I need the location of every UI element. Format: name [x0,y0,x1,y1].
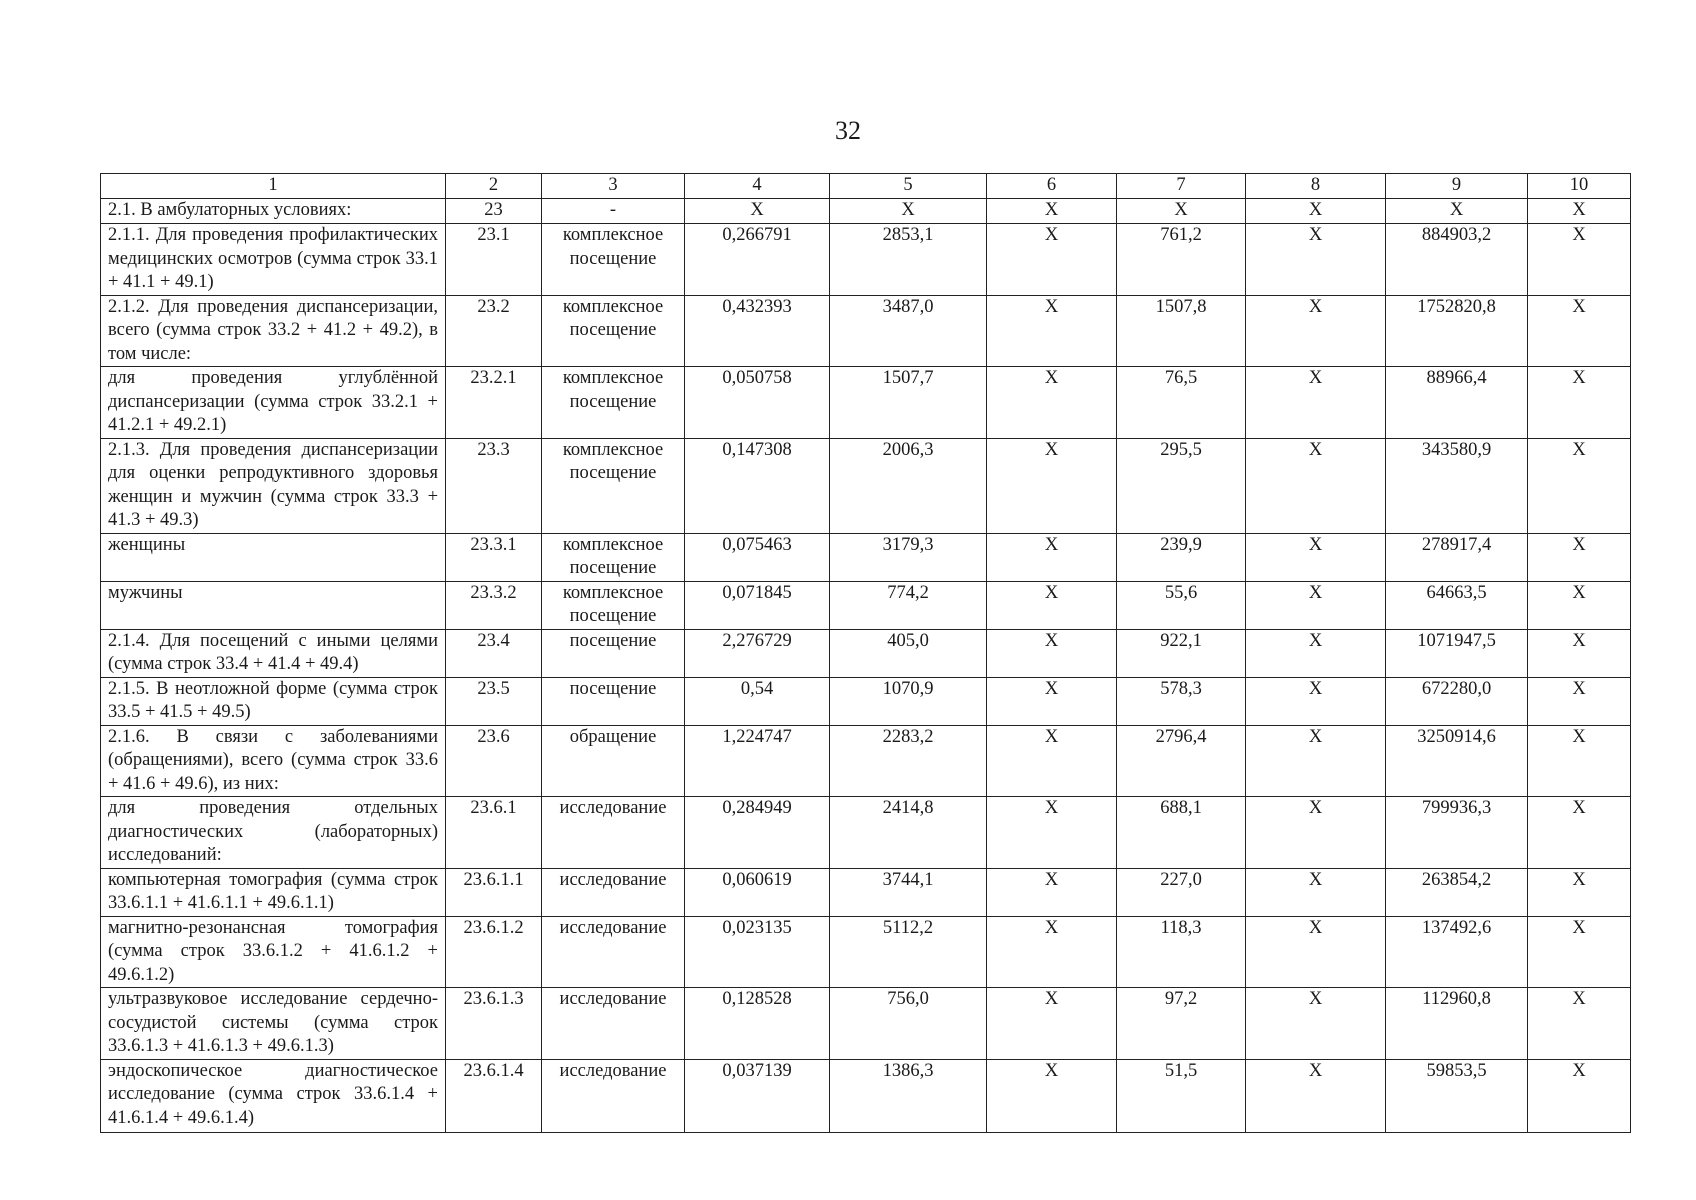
cell-col-6: X [987,677,1117,725]
cell-col-6: X [987,1059,1117,1132]
row-name: мужчины [101,581,446,629]
row-code: 23.6.1.3 [446,988,542,1060]
cell-col-5: 405,0 [830,629,987,677]
cell-col-5: 2283,2 [830,725,987,797]
column-header: 5 [830,174,987,199]
table-row [101,199,1631,224]
page-number: 32 [835,116,861,145]
row-name: женщины [101,533,446,581]
row-code: 23.6 [446,725,542,797]
cell-col-9: 799936,3 [1386,797,1528,869]
cell-col-8: X [1246,1059,1386,1132]
cell-col-5: 2853,1 [830,224,987,296]
row-name: ультразвуковое исследование сердечно-сосудистой системы (сумма строк 33.6.1.3 + 41.6.1.3 + 49.6.1.3) [101,988,446,1060]
row-unit: - [542,199,685,224]
row-unit: комплексное посещение [542,581,685,629]
cell-col-7: 922,1 [1117,629,1246,677]
cell-col-7: 295,5 [1117,438,1246,533]
cell-col-9: 343580,9 [1386,438,1528,533]
cell-col-4: 0,284949 [685,797,830,869]
cell-col-10: X [1528,797,1631,869]
table-row [101,916,1631,988]
row-code: 23.1 [446,224,542,296]
row-unit: комплексное посещение [542,224,685,296]
table-row [101,581,1631,629]
cell-col-8: X [1246,199,1386,224]
cell-col-4: 0,266791 [685,224,830,296]
cell-col-8: X [1246,988,1386,1060]
cell-col-6: X [987,438,1117,533]
cell-col-5: 756,0 [830,988,987,1060]
column-header: 3 [542,174,685,199]
row-code: 23.3.1 [446,533,542,581]
cell-col-8: X [1246,677,1386,725]
cell-col-10: X [1528,1059,1631,1132]
data-table [100,173,1631,1133]
row-name: 2.1.3. Для проведения диспансеризации для оценки репродуктивного здоровья женщин и мужчин (сумма строк 33.3 + 41.3 + 49.3) [101,438,446,533]
row-unit: исследование [542,916,685,988]
cell-col-10: X [1528,295,1631,367]
cell-col-8: X [1246,438,1386,533]
row-unit: посещение [542,677,685,725]
table-row [101,295,1631,367]
column-header: 6 [987,174,1117,199]
table-row [101,438,1631,533]
table-row [101,367,1631,439]
cell-col-5: 2414,8 [830,797,987,869]
cell-col-6: X [987,367,1117,439]
cell-col-7: 51,5 [1117,1059,1246,1132]
cell-col-6: X [987,868,1117,916]
row-unit: комплексное посещение [542,533,685,581]
cell-col-4: 0,071845 [685,581,830,629]
table-row [101,988,1631,1060]
row-name: 2.1.5. В неотложной форме (сумма строк 33.5 + 41.5 + 49.5) [101,677,446,725]
column-header: 4 [685,174,830,199]
cell-col-6: X [987,629,1117,677]
cell-col-9: 59853,5 [1386,1059,1528,1132]
row-unit: комплексное посещение [542,295,685,367]
cell-col-10: X [1528,988,1631,1060]
row-name: 2.1.2. Для проведения диспансеризации, всего (сумма строк 33.2 + 41.2 + 49.2), в том числе: [101,295,446,367]
row-unit: посещение [542,629,685,677]
cell-col-4: 1,224747 [685,725,830,797]
cell-col-4: 0,037139 [685,1059,830,1132]
row-unit: исследование [542,1059,685,1132]
row-name: эндоскопическое диагностическое исследование (сумма строк 33.6.1.4 + 41.6.1.4 + 49.6.1.4) [101,1059,446,1132]
cell-col-4: 0,060619 [685,868,830,916]
cell-col-10: X [1528,916,1631,988]
row-code: 23.3.2 [446,581,542,629]
cell-col-5: 1386,3 [830,1059,987,1132]
cell-col-4: 0,432393 [685,295,830,367]
row-name: 2.1.6. В связи с заболеваниями (обращениями), всего (сумма строк 33.6 + 41.6 + 49.6), из них: [101,725,446,797]
row-code: 23.6.1.4 [446,1059,542,1132]
cell-col-8: X [1246,533,1386,581]
cell-col-4: 0,147308 [685,438,830,533]
row-unit: исследование [542,797,685,869]
cell-col-7: 1507,8 [1117,295,1246,367]
column-header: 10 [1528,174,1631,199]
row-code: 23.6.1.2 [446,916,542,988]
cell-col-10: X [1528,868,1631,916]
cell-col-5: X [830,199,987,224]
cell-col-10: X [1528,199,1631,224]
cell-col-7: 97,2 [1117,988,1246,1060]
cell-col-4: 0,050758 [685,367,830,439]
cell-col-6: X [987,797,1117,869]
cell-col-9: 88966,4 [1386,367,1528,439]
cell-col-6: X [987,725,1117,797]
cell-col-10: X [1528,533,1631,581]
table-row [101,224,1631,296]
cell-col-10: X [1528,629,1631,677]
row-code: 23.4 [446,629,542,677]
cell-col-6: X [987,916,1117,988]
table-header-row [101,174,1631,199]
cell-col-9: 64663,5 [1386,581,1528,629]
row-unit: комплексное посещение [542,367,685,439]
cell-col-10: X [1528,581,1631,629]
cell-col-7: 76,5 [1117,367,1246,439]
row-name: 2.1. В амбулаторных условиях: [101,199,446,224]
cell-col-8: X [1246,224,1386,296]
cell-col-5: 3179,3 [830,533,987,581]
cell-col-5: 3487,0 [830,295,987,367]
cell-col-5: 3744,1 [830,868,987,916]
cell-col-10: X [1528,725,1631,797]
row-unit: исследование [542,868,685,916]
cell-col-6: X [987,581,1117,629]
cell-col-6: X [987,199,1117,224]
table-row [101,1059,1631,1132]
cell-col-10: X [1528,677,1631,725]
cell-col-6: X [987,988,1117,1060]
cell-col-6: X [987,533,1117,581]
row-code: 23.2.1 [446,367,542,439]
cell-col-5: 1507,7 [830,367,987,439]
cell-col-8: X [1246,868,1386,916]
cell-col-4: 0,54 [685,677,830,725]
cell-col-10: X [1528,438,1631,533]
row-unit: обращение [542,725,685,797]
cell-col-7: 55,6 [1117,581,1246,629]
cell-col-9: 672280,0 [1386,677,1528,725]
cell-col-6: X [987,295,1117,367]
row-code: 23.5 [446,677,542,725]
row-code: 23.6.1 [446,797,542,869]
row-name: 2.1.4. Для посещений с иными целями (сумма строк 33.4 + 41.4 + 49.4) [101,629,446,677]
row-code: 23.3 [446,438,542,533]
row-name: для проведения отдельных диагностических (лабораторных) исследований: [101,797,446,869]
cell-col-8: X [1246,295,1386,367]
cell-col-5: 2006,3 [830,438,987,533]
cell-col-7: X [1117,199,1246,224]
row-unit: исследование [542,988,685,1060]
cell-col-7: 688,1 [1117,797,1246,869]
row-name: для проведения углублённой диспансеризации (сумма строк 33.2.1 + 41.2.1 + 49.2.1) [101,367,446,439]
cell-col-7: 227,0 [1117,868,1246,916]
cell-col-7: 239,9 [1117,533,1246,581]
column-header: 2 [446,174,542,199]
table-row [101,797,1631,869]
table-row [101,533,1631,581]
column-header: 8 [1246,174,1386,199]
cell-col-9: 278917,4 [1386,533,1528,581]
cell-col-8: X [1246,581,1386,629]
cell-col-10: X [1528,224,1631,296]
cell-col-8: X [1246,725,1386,797]
cell-col-9: 263854,2 [1386,868,1528,916]
cell-col-7: 578,3 [1117,677,1246,725]
cell-col-9: 884903,2 [1386,224,1528,296]
cell-col-4: 0,023135 [685,916,830,988]
cell-col-8: X [1246,916,1386,988]
cell-col-4: 2,276729 [685,629,830,677]
cell-col-4: X [685,199,830,224]
table-row [101,677,1631,725]
row-name: компьютерная томография (сумма строк 33.6.1.1 + 41.6.1.1 + 49.6.1.1) [101,868,446,916]
cell-col-4: 0,128528 [685,988,830,1060]
cell-col-5: 774,2 [830,581,987,629]
row-code: 23.2 [446,295,542,367]
cell-col-5: 5112,2 [830,916,987,988]
cell-col-9: 137492,6 [1386,916,1528,988]
table-row [101,725,1631,797]
cell-col-9: 1752820,8 [1386,295,1528,367]
row-name: магнитно-резонансная томография (сумма строк 33.6.1.2 + 41.6.1.2 + 49.6.1.2) [101,916,446,988]
column-header: 7 [1117,174,1246,199]
cell-col-6: X [987,224,1117,296]
row-code: 23.6.1.1 [446,868,542,916]
cell-col-9: X [1386,199,1528,224]
cell-col-7: 2796,4 [1117,725,1246,797]
table-row [101,868,1631,916]
cell-col-9: 1071947,5 [1386,629,1528,677]
row-unit: комплексное посещение [542,438,685,533]
cell-col-7: 761,2 [1117,224,1246,296]
cell-col-10: X [1528,367,1631,439]
table-row [101,629,1631,677]
cell-col-5: 1070,9 [830,677,987,725]
row-code: 23 [446,199,542,224]
cell-col-8: X [1246,797,1386,869]
cell-col-9: 3250914,6 [1386,725,1528,797]
cell-col-7: 118,3 [1117,916,1246,988]
column-header: 1 [101,174,446,199]
column-header: 9 [1386,174,1528,199]
cell-col-8: X [1246,367,1386,439]
cell-col-9: 112960,8 [1386,988,1528,1060]
cell-col-8: X [1246,629,1386,677]
row-name: 2.1.1. Для проведения профилактических медицинских осмотров (сумма строк 33.1 + 41.1 + 49.1) [101,224,446,296]
cell-col-4: 0,075463 [685,533,830,581]
